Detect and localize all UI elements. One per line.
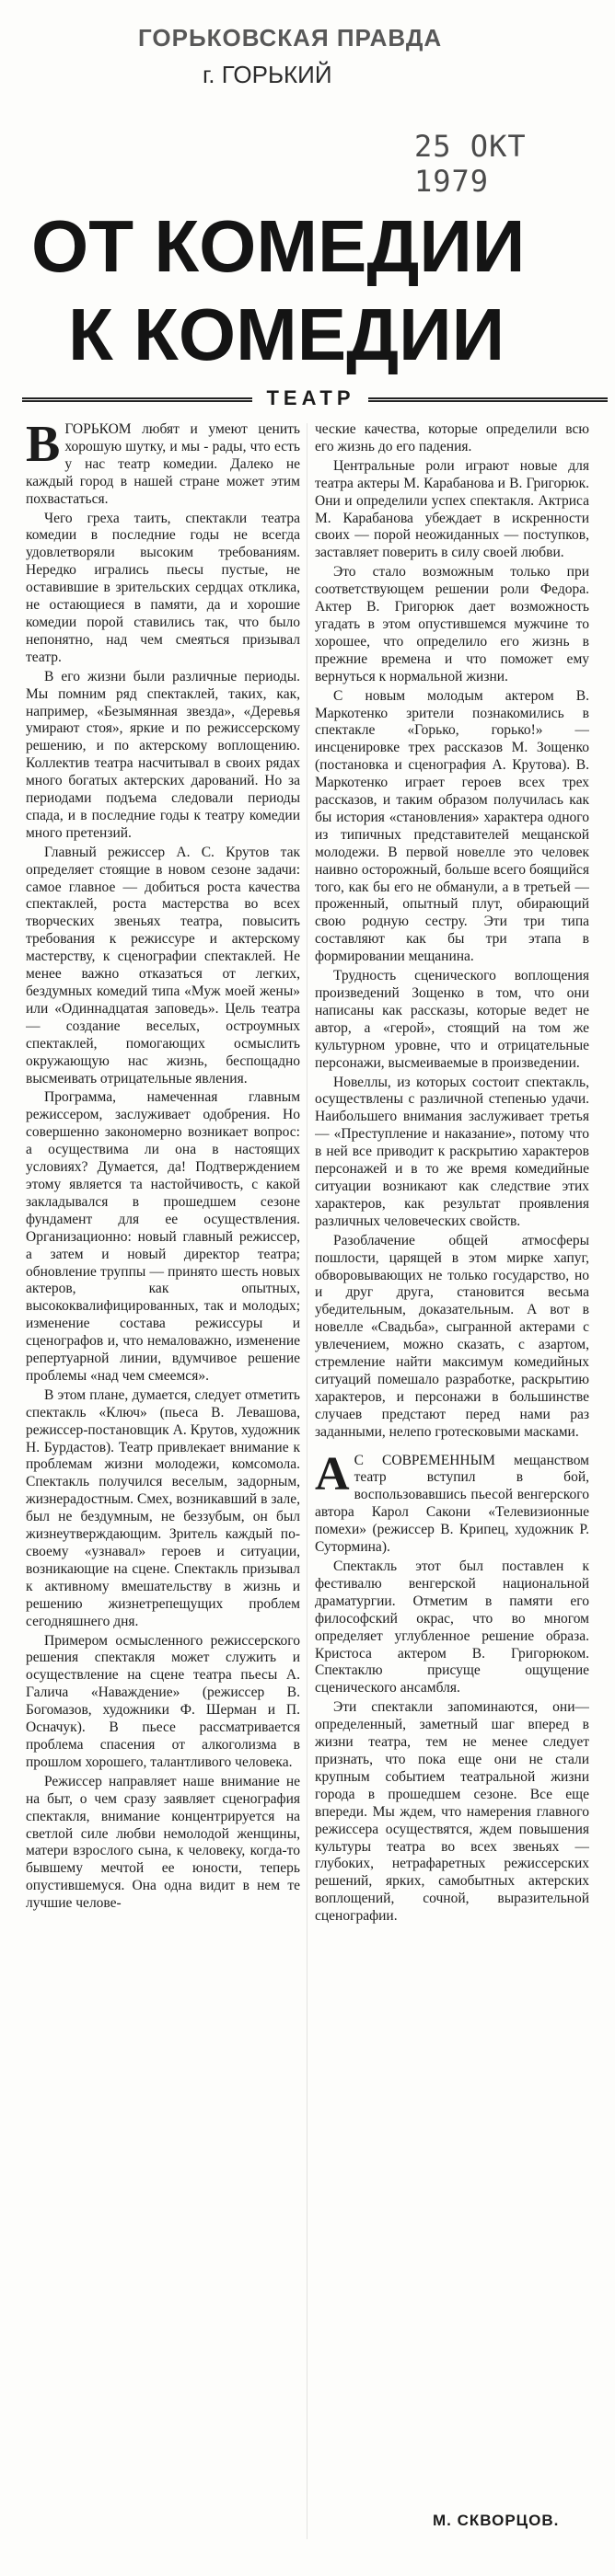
date-stamp: 25 ОКТ 1979 (414, 129, 527, 199)
rubric-label: ТЕАТР (266, 386, 355, 409)
article-column-left (26, 421, 300, 2547)
paragraph: Главный режиссер А. С. Крутов так определяет стоящие в новом сезоне задачи: самое главное — добиться роста качества спектаклей, роста мастерства во всех творческих звеньях театра, повысить требования к режиссуре и актерскому мастерству, к сценографии спектаклей. Не менее важно отказаться от легких, бездумных комедий типа «Муж моей жены» или «Одиннадцатая заповедь». Цель театра — создание веселых, остроумных спектаклей, помогающих осмыслить окружающую нас жизнь, беспощадно высмеивать отрицательные явления. (26, 844, 300, 1087)
drop-cap: В (26, 421, 61, 473)
paragraph: Примером осмысленного режиссерского решения спектакля может служить и осуществление на сцене театра пьесы А. Галича «Наваждение» (режиссер В. Богомазов, художники Ф. Шерман и П. Осначук). В пьесе рассматривается проблема спасения от алкоголизма в прошлом хорошего, талантливого человека. (26, 1632, 300, 1770)
paragraph: ческие качества, которые определили всю его жизнь до его падения. (315, 421, 589, 454)
article-headline (31, 202, 602, 379)
newspaper-city: г. ГОРЬКИЙ (203, 61, 332, 88)
paragraph: Это стало возможным только при соответствующем решении роли Федора. Актер В. Григорюк дает возможность угадать в этом опустившемся мужчине то хорошее, что определило его жизнь в прежние времена и что поможет ему вернуться к нормальной жизни. (315, 564, 589, 684)
paragraph: С новым молодым актером В. Маркотенко зрители познакомились в спектакле «Горько, горько!» — инсценировке трех рассказов М. Зощенко (постановка и сценография А. Крутова). В. Маркотенко играет героев всех трех рассказов, и таким образом получилась как бы история «становления» характера одного из типичных представителей мещанской молодежи. В первой новелле это человек наивно осторожный, больше всего боящийся того, как бы его не обманули, а в третьей — проженный, опытный плут, обирающий свою родную сестру. Эти три типа составляют как бы три этапа в формировании мещанина. (315, 687, 589, 965)
paragraph: Новеллы, из которых состоит спектакль, осуществлены с различной степенью удачи. Наибольшего внимания заслуживает третья — «Преступление и наказание», потому что в ней все приводит к раскрытию характеров персонажей и в то же время комедийные ситуации возникают как следствие этих характеров, как результат проявления различных человеческих свойств. (315, 1074, 589, 1229)
column-divider (307, 423, 308, 2539)
paragraph: Разоблачение общей атмосферы пошлости, царящей в этом мирке хапуг, обворовывающих не только государство, но и друг друга, становится весьма убедительным, доказательным. А вот в новелле «Свадьба», сыгранной актерами с увлечением, можно сказать, с азартом, стремление найти максимум комедийных ситуаций помешало разработке, раскрытию характеров, и персонажи в большинстве случаев предстают перед нами раз заданными, нелепо гротесковыми масками. (315, 1232, 589, 1440)
paragraph: В этом плане, думается, следует отметить спектакль «Ключ» (пьеса В. Левашова, режиссер-постановщик А. Крутов, художник Н. Бурдастов). Театр привлекает внимание к проблемам жизни молодежи, комсомола. Спектакль получился веселым, задорным, жизнерадостным. Смех, возникавший в зале, был не бездумным, не беззубым, он был жизнеутверждающим. Зритель каждый по-своему «узнавал» героев и ситуации, возникающие на сцене. Спектакль призывал к активному вмешательству в жизнь и решению жизнетрепещущих проблем сегодняшнего дня. (26, 1386, 300, 1629)
drop-cap: А (315, 1447, 350, 1501)
rubric-rule-right (368, 397, 608, 402)
rubric-bar (0, 386, 615, 414)
headline-line-1: ОТ КОМЕДИИ (31, 205, 526, 287)
newspaper-name: ГОРЬКОВСКАЯ ПРАВДА (138, 24, 443, 52)
paragraph: ВГОРЬКОМ любят и умеют ценить хорошую шутку, и мы - рады, что есть у нас театр комедии. Далеко не каждый город в нашей стране может этим похвастаться. (26, 421, 300, 507)
paragraph: Спектакль этот был поставлен к фестивалю венгерской национальной драматургии. Отметим в памяти его философский окрас, что во многом определяет углубленное решение образа. Кристоса актером В. Григорюком. Спектаклю присуще ощущение сценического ансамбля. (315, 1558, 589, 1696)
section-paragraph: А С СОВРЕМЕННЫМ мещанством театр вступил в бой, воспользовавшись пьесой венгерского автора Карол Сакони «Телевизионные помехи» (режиссер В. Крипец, художник Р. Сутормина). (315, 1447, 589, 1556)
author-signature: М. СКВОРЦОВ. (433, 2512, 560, 2529)
article-column-right (315, 421, 589, 2547)
paragraph: Центральные роли играют новые для театра актеры М. Карабанова и В. Григорюк. Они и определили успех спектакля. Актриса М. Карабанова убеждает в искренности своих — порой неожиданных — поступков, заставляет поверить в силу своей любви. (315, 457, 589, 561)
clipping-header (0, 0, 615, 199)
paragraph: Режиссер направляет наше внимание не на быт, о чем сразу заявляет сценография спектакля, внимание концентрируется на светлой силе любви немолодой женщины, матери взрослого сына, к человеку, когда-то бывшему мечтой ее юности, теперь опустившемуся. Она одна видит в нем те лучшие челове- (26, 1773, 300, 1912)
paragraph: Эти спектакли запоминаются, они—определенный, заметный шаг вперед в жизни театра, тем не менее следует признать, что пока еще они не стали крупным событием театральной жизни города в прошедшем сезоне. Все еще впереди. Мы ждем, что намерения главного режиссера осуществятся, ждем повышения культуры театра во всех звеньях — глубоких, нетрафаретных режиссерских решений, ярких, самобытных актерских воплощений, сочной, выразительной сценографии. (315, 1699, 589, 1925)
rubric-rule-left (22, 397, 252, 402)
headline-line-2: К КОМЕДИИ (68, 293, 505, 375)
paragraph: Чего греха таить, спектакли театра комедии в последние годы не всегда удовлетворяли высоким требованиям. Нередко игрались пьесы пустые, не оставившие в зрительских сердцах отклика, не остающиеся в памяти, да и хорошие комедии порой ставились так, что было непонятно, над чем смеяться призывал театр. (26, 510, 300, 665)
paragraph: Программа, намеченная главным режиссером, заслуживает одобрения. Но совершенно закономерно возникает вопрос: а осуществима ли она в настоящих условиях? Думается, да! Подтверждением этому является та настойчивость, с какой закладывался в прошедшем сезоне фундамент для ее осуществления. Организационно: новый главный режиссер, а затем и новый директор театра; обновление труппы — принято шесть новых актеров, как опытных, высококвалифицированных, так и молодых; изменение состава режиссуры и сценографов и, что немаловажно, изменение репертуарной линии, вдумчивое решение проблемы «над чем смеемся». (26, 1089, 300, 1384)
paragraph: Трудность сценического воплощения произведений Зощенко в том, что они написаны как рассказы, которые ведет не автор, а «герой», стоящий на том же культурном уровне, что и отрицательные персонажи, высмеиваемые в произведении. (315, 968, 589, 1071)
paragraph: В его жизни были различные периоды. Мы помним ряд спектаклей, таких, как, например, «Безымянная звезда», «Деревья умирают стоя», яркие и по режиссерскому решению, и по актерскому воплощению. Коллектив театра насчитывал в своих рядах много богатых актерских дарований. Но за периодами подъема следовали периоды спада, и в последние годы к театру комедии много претензий. (26, 668, 300, 841)
